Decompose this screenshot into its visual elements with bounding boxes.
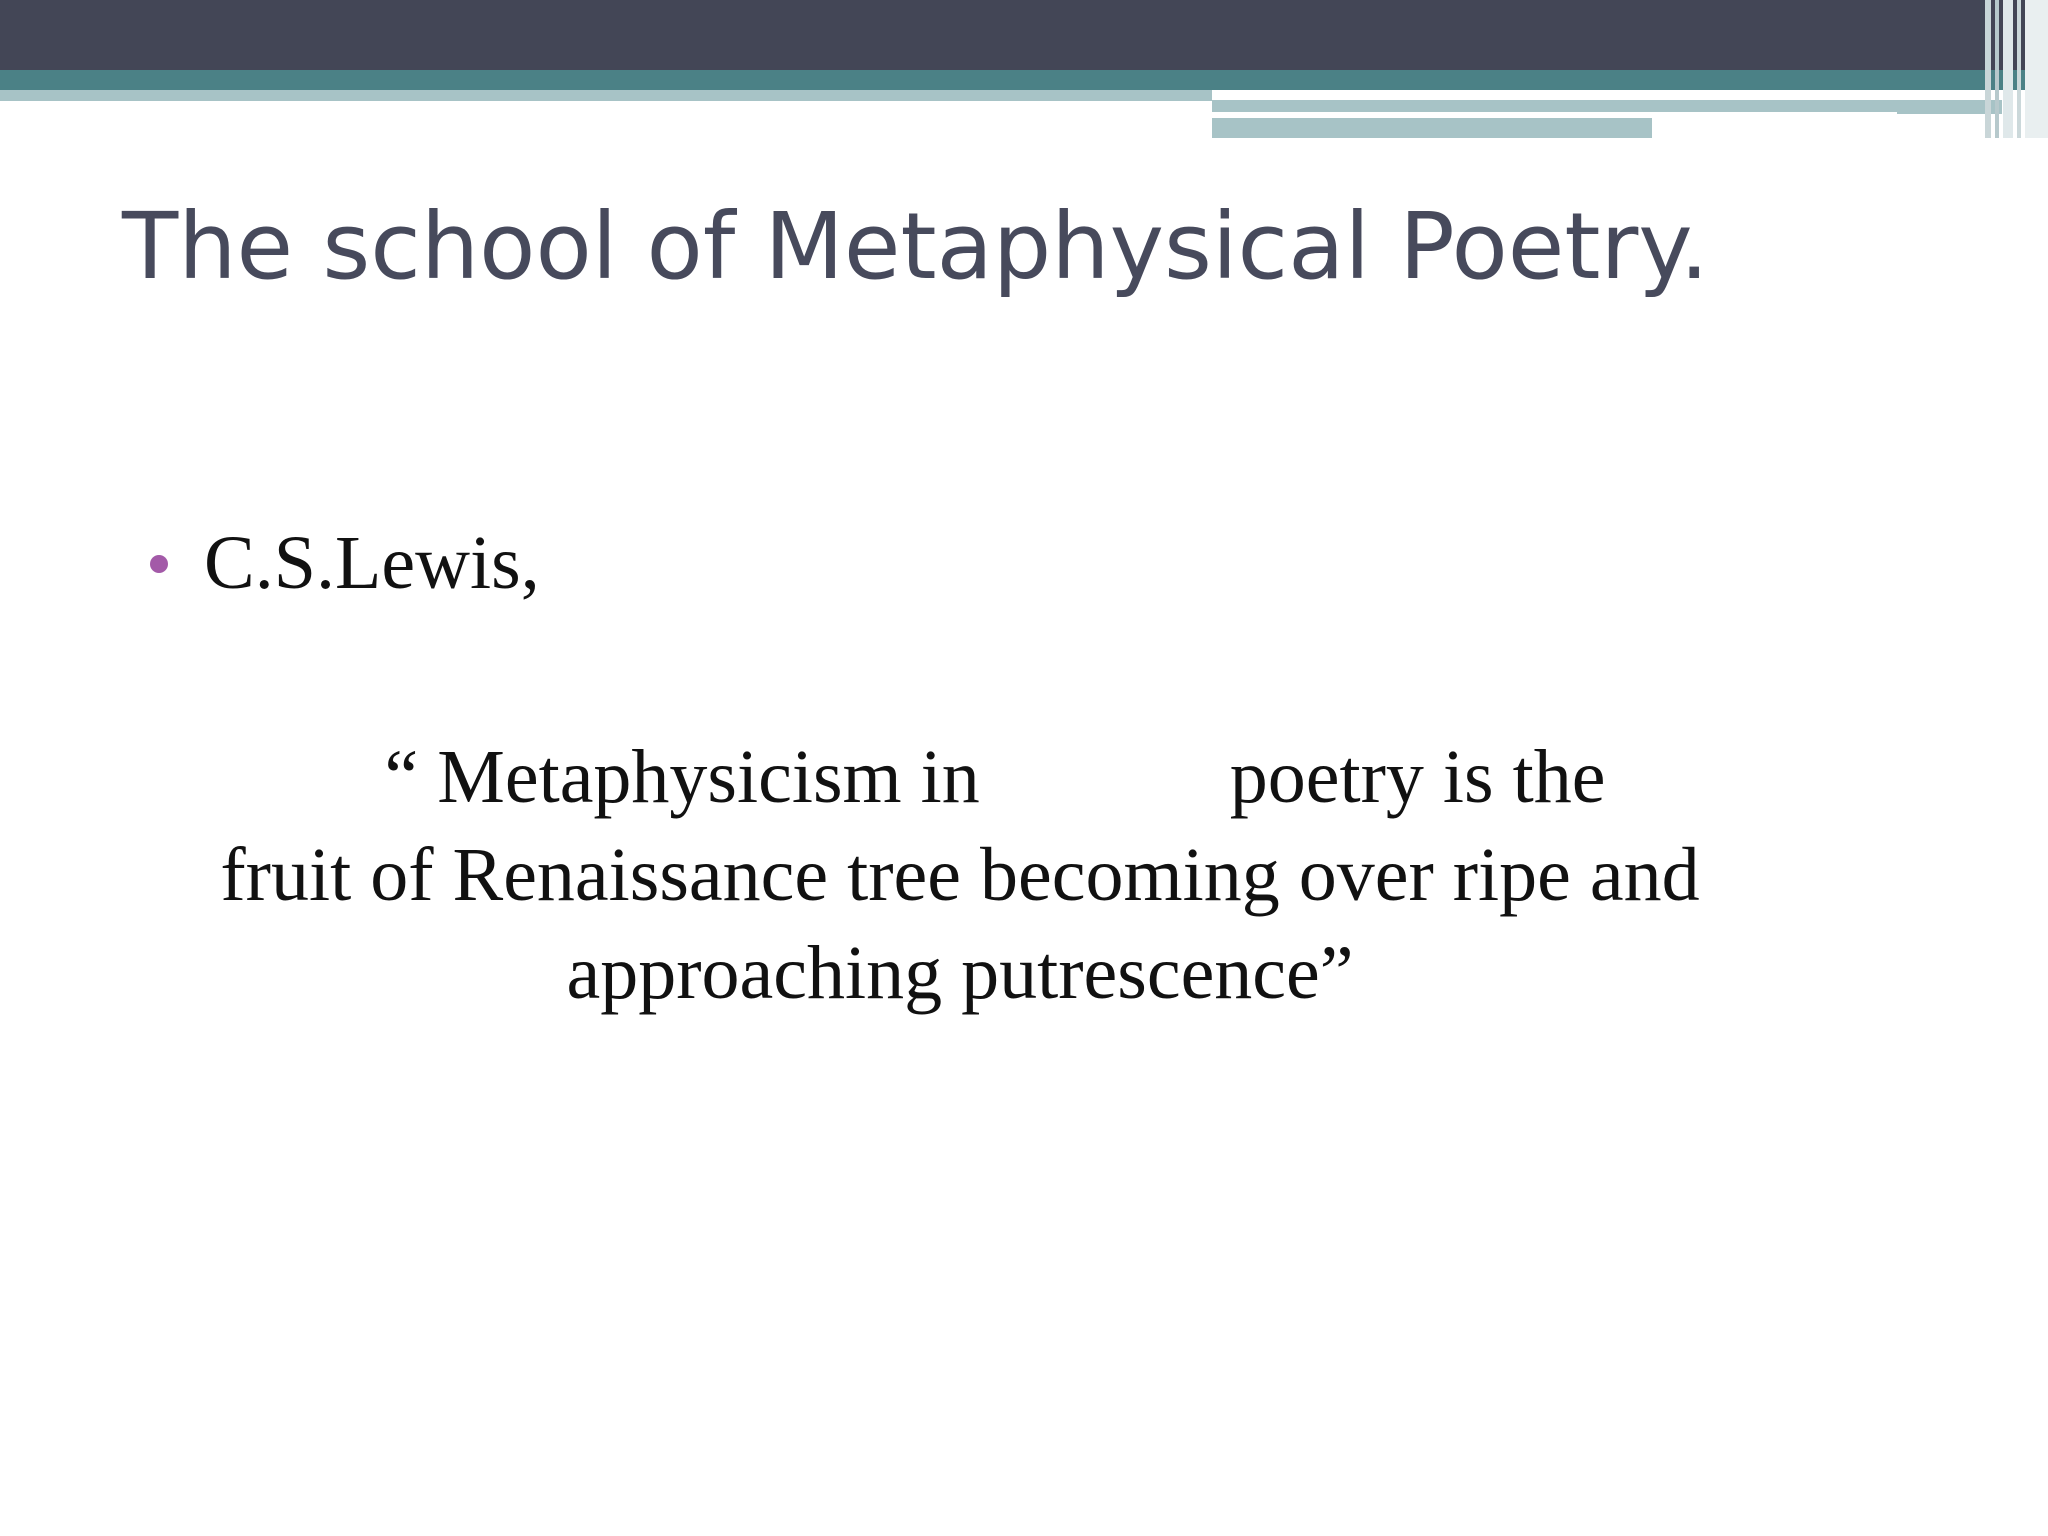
quote-block (200, 728, 1720, 1022)
header-band-teal (0, 70, 2048, 90)
bullet-icon (150, 555, 168, 573)
header-edge-stripe (1995, 0, 1999, 138)
slide-title: The school of Metaphysical Poetry. (122, 193, 1709, 300)
bullet-text: C.S.Lewis, (204, 521, 540, 605)
header-edge-stripe (1985, 0, 1991, 138)
header-edge-stripe (2003, 0, 2013, 138)
header-edge-stripe (2025, 0, 2048, 138)
header-edge-stripe (2017, 0, 2021, 138)
quote-line-3: approaching putrescence” (566, 931, 1354, 1015)
quote-line (200, 728, 1720, 826)
quote-line-2: fruit of Renaissance tree becoming over ripe and (220, 833, 1700, 917)
quote-line-1-end: poetry is the (1229, 735, 1606, 819)
header-band-dark (0, 0, 2048, 70)
header-band-light-lower (1212, 118, 1652, 138)
bullet-item (150, 520, 540, 607)
header-band-light-left (0, 90, 1212, 101)
quote-line-1-start: “ Metaphysicism in (384, 735, 980, 819)
quote-gap (980, 728, 1230, 826)
